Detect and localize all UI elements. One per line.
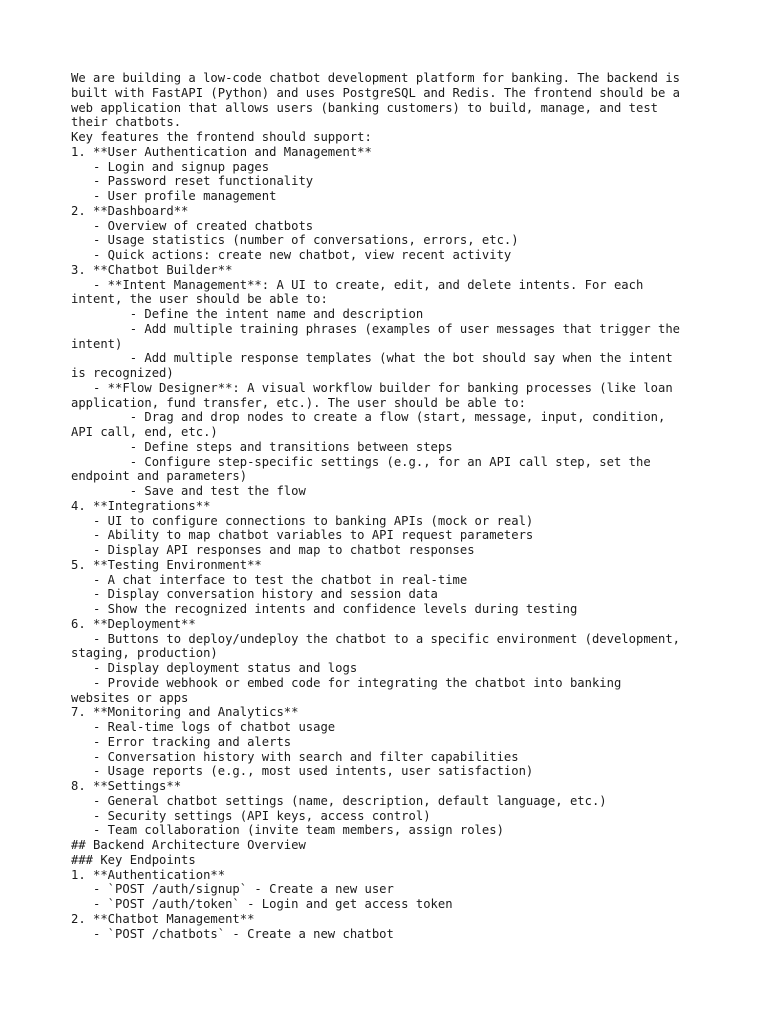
- document-line: - Buttons to deploy/undeploy the chatbot to a specific environment (development,: [71, 631, 681, 646]
- document-line: - Error tracking and alerts: [71, 734, 292, 749]
- document-line: 4. **Integrations**: [71, 498, 211, 513]
- document-line: - Login and signup pages: [71, 159, 270, 174]
- document-line: is recognized): [71, 366, 174, 380]
- document-line: - Display conversation history and session data: [71, 587, 438, 602]
- document-line: 2. **Chatbot Management**: [71, 911, 255, 926]
- document-line: their chatbots.: [71, 115, 182, 130]
- document-line: - UI to configure connections to banking APIs (mock or real): [71, 513, 534, 528]
- document-line: - Conversation history with search and filter capabilities: [71, 749, 519, 764]
- document-line: - Configure step-specific settings (e.g., for an API call step, set the: [71, 454, 651, 469]
- document-line: 8. **Settings**: [71, 779, 182, 793]
- document-line: 7. **Monitoring and Analytics**: [71, 705, 299, 720]
- document-line: built with FastAPI (Python) and uses PostgreSQL and Redis. The frontend should be a: [71, 85, 681, 100]
- document-line: - Overview of created chatbots: [71, 218, 314, 233]
- document-line: - Define the intent name and description: [71, 307, 424, 321]
- document-line: - **Intent Management**: A UI to create, edit, and delete intents. For each: [71, 277, 644, 292]
- document-line: - Display deployment status and logs: [71, 661, 358, 675]
- document-line: - Define steps and transitions between steps: [71, 439, 453, 454]
- document-line: intent, the user should be able to:: [71, 292, 328, 307]
- document-line: intent): [71, 336, 123, 351]
- document-line: Key features the frontend should support:: [71, 130, 372, 144]
- document-line: - `POST /auth/signup` - Create a new user: [71, 882, 394, 897]
- document-line: - Show the recognized intents and confidence levels during testing: [71, 602, 578, 616]
- document-line: web application that allows users (banking customers) to build, manage, and test: [71, 100, 658, 115]
- document-line: - Save and test the flow: [71, 484, 306, 498]
- document-line: ### Key Endpoints: [71, 852, 196, 867]
- document-line: - Usage reports (e.g., most used intents, user satisfaction): [71, 764, 534, 779]
- document-body-text: [71, 71, 711, 941]
- document-line: API call, end, etc.): [71, 425, 218, 439]
- document-line: - Provide webhook or embed code for integrating the chatbot into banking: [71, 675, 622, 690]
- document-line: - Display API responses and map to chatbot responses: [71, 543, 475, 557]
- document-line: 6. **Deployment**: [71, 616, 196, 631]
- document-line: 2. **Dashboard**: [71, 203, 189, 218]
- document-line: application, fund transfer, etc.). The user should be able to:: [71, 395, 526, 410]
- document-line: 1. **Authentication**: [71, 867, 226, 882]
- document-line: We are building a low-code chatbot development platform for banking. The backend is: [71, 71, 681, 85]
- document-line: - Security settings (API keys, access control): [71, 808, 431, 823]
- document-line: - Add multiple response templates (what the bot should say when the intent: [71, 351, 673, 366]
- document-line: - General chatbot settings (name, description, default language, etc.): [71, 793, 607, 808]
- document-line: - User profile management: [71, 189, 277, 203]
- document-line: websites or apps: [71, 690, 189, 705]
- document-line: - `POST /auth/token` - Login and get access token: [71, 897, 453, 911]
- document-line: - Quick actions: create new chatbot, view recent activity: [71, 248, 512, 262]
- document-line: staging, production): [71, 646, 218, 661]
- document-line: - Ability to map chatbot variables to API request parameters: [71, 528, 534, 543]
- document-line: - **Flow Designer**: A visual workflow builder for banking processes (like loan: [71, 380, 673, 395]
- document-line: - Password reset functionality: [71, 174, 314, 189]
- document-line: - Drag and drop nodes to create a flow (start, message, input, condition,: [71, 410, 666, 425]
- document-line: ## Backend Architecture Overview: [71, 838, 306, 852]
- document-line: - `POST /chatbots` - Create a new chatbot: [71, 926, 394, 941]
- document-line: - Add multiple training phrases (examples of user messages that trigger the: [71, 321, 681, 336]
- document-line: endpoint and parameters): [71, 469, 248, 484]
- document-line: - Real-time logs of chatbot usage: [71, 720, 336, 734]
- document-line: 5. **Testing Environment**: [71, 557, 262, 572]
- document-line: - A chat interface to test the chatbot in real-time: [71, 572, 468, 587]
- document-line: 3. **Chatbot Builder**: [71, 262, 233, 277]
- document-line: 1. **User Authentication and Management**: [71, 144, 372, 159]
- document-line: - Team collaboration (invite team members, assign roles): [71, 823, 504, 838]
- document-line: - Usage statistics (number of conversations, errors, etc.): [71, 233, 519, 248]
